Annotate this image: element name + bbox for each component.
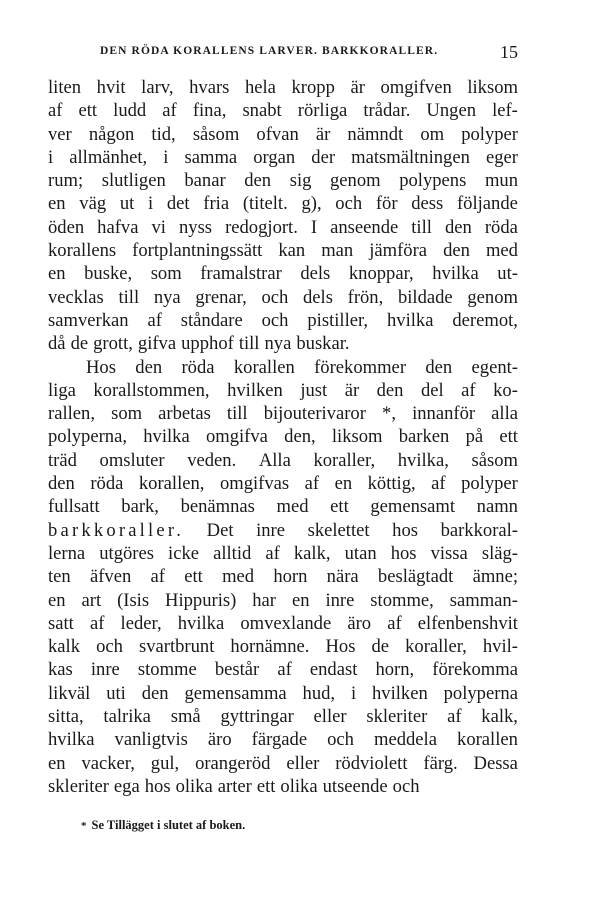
text-line: då de grott, gifva upphof till nya buskar.	[48, 333, 350, 355]
text-line: den röda korallen, omgifvas af en köttig, af polyper	[48, 473, 518, 495]
text-line: ver någon tid, såsom ofvan är nämndt om polyper	[48, 123, 518, 145]
text-line: öden hafva vi nyss redogjort. I anseende till den röda	[48, 216, 518, 238]
text-line: likväl uti den gemensamma hud, i hvilken polyperna	[48, 682, 518, 704]
page-number: 15	[500, 42, 518, 62]
footnote-text: Se Tillägget i slutet af boken.	[91, 818, 246, 832]
text-line: lerna utgöres icke alltid af kalk, utan hos vissa släg-	[48, 542, 518, 564]
running-head	[0, 42, 608, 66]
text-line: af ett ludd af fina, snabt rörliga trådar. Ungen lef-	[48, 100, 518, 122]
text-line: rallen, som arbetas till bijouterivaror *, innanför alla	[48, 403, 518, 425]
text-line: en vacker, gul, orangeröd eller rödviolett färg. Dessa	[48, 752, 518, 774]
text-line: en art (Isis Hippuris) har en inre stomme, samman-	[48, 589, 518, 611]
text-line: skleriter ega hos olika arter ett olika utseende och	[48, 775, 420, 797]
text-line: satt af leder, hvilka omvexlande äro af elfenbenshvit	[48, 612, 518, 634]
text-line: liten hvit larv, hvars hela kropp är omgifven liksom	[48, 77, 518, 98]
text-line: polyperna, hvilka omgifva den, liksom barken på ett	[48, 426, 518, 448]
footnote-marker: *	[81, 820, 87, 832]
text-line: träd omsluter veden. Alla koraller, hvilka, såsom	[48, 449, 518, 471]
text-line: fullsatt bark, benämnas med ett gemensamt namn	[48, 496, 518, 518]
running-head-title: DEN RÖDA KORALLENS LARVER. BARKKORALLER.	[100, 45, 439, 57]
text-line: rum; slutligen banar den sig genom polypens mun	[48, 170, 518, 192]
text-line: korallens fortplantningssätt kan man jämföra den med	[48, 240, 518, 262]
body-text	[48, 76, 518, 798]
text-line: liga korallstommen, hvilken just är den del af ko-	[48, 379, 518, 401]
text-line: ten äfven af ett med horn nära beslägtadt ämne;	[48, 566, 518, 588]
text-line: Hos den röda korallen förekommer den egent-	[86, 356, 518, 378]
text-line: en väg ut i det fria (titelt. g), och för dess följande	[48, 193, 518, 215]
text-line: sitta, talrika små gyttringar eller skleriter af kalk,	[48, 706, 518, 728]
text-line: samverkan af ståndare och pistiller, hvilka deremot,	[48, 309, 518, 331]
text-line: i allmänhet, i samma organ der matsmältningen eger	[48, 146, 518, 168]
text-line: hvilka vanligtvis äro färgade och meddela korallen	[48, 729, 518, 751]
text-line: en buske, som framalstrar dels knoppar, hvilka ut-	[48, 263, 518, 285]
text-line: barkkoraller. Det inre skelettet hos barkkoral-	[48, 519, 518, 541]
text-line: kas inre stomme består af endast horn, förekomma	[48, 659, 518, 681]
text-line: vecklas till nya grenar, och dels frön, bildade genom	[48, 286, 518, 308]
text-line: kalk och svartbrunt hornämne. Hos de koraller, hvil-	[48, 636, 518, 658]
footnote	[81, 818, 245, 833]
